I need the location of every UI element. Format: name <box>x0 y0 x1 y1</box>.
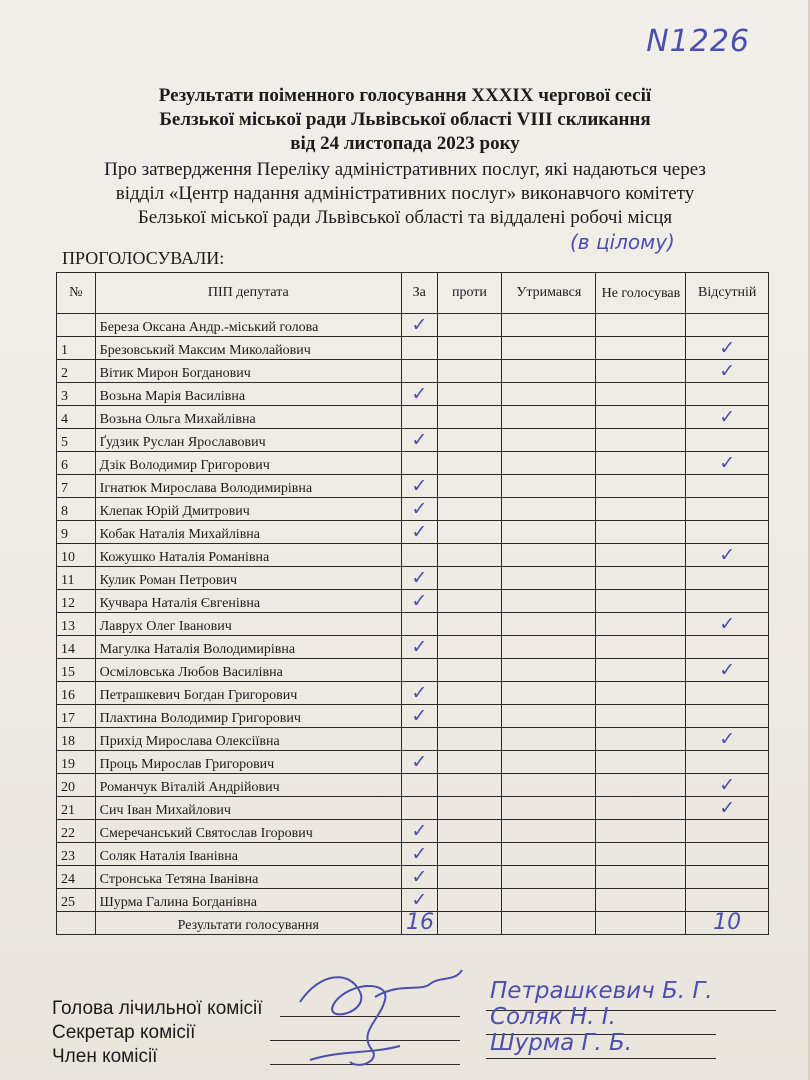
vote-not-voted-cell <box>596 705 686 728</box>
check-mark-icon: ✓ <box>719 797 736 819</box>
total-absent-value: 10 <box>713 911 742 935</box>
check-mark-icon: ✓ <box>411 475 428 497</box>
vote-abstained-cell <box>502 521 596 544</box>
document-subject <box>40 158 770 230</box>
col-header-name: ПІП депутата <box>95 273 401 314</box>
table-row <box>57 498 769 521</box>
vote-absent-cell <box>686 475 769 498</box>
row-number: 8 <box>57 498 96 521</box>
vote-not-voted-cell <box>596 383 686 406</box>
vote-for-cell <box>402 475 438 498</box>
vote-for-cell <box>402 636 438 659</box>
vote-not-voted-cell <box>596 498 686 521</box>
table-header-row <box>57 273 769 314</box>
table-row <box>57 383 769 406</box>
table-row <box>57 797 769 820</box>
table-row <box>57 659 769 682</box>
vote-absent-cell <box>686 797 769 820</box>
row-number: 11 <box>57 567 96 590</box>
deputy-name: Прихід Мирослава Олексіївна <box>95 728 401 751</box>
vote-for-cell <box>402 797 438 820</box>
vote-for-cell <box>402 383 438 406</box>
vote-abstained-cell <box>502 406 596 429</box>
row-number: 9 <box>57 521 96 544</box>
deputy-name: Сич Іван Михайлович <box>95 797 401 820</box>
table-row <box>57 567 769 590</box>
row-number: 1 <box>57 337 96 360</box>
vote-abstained-cell <box>502 866 596 889</box>
vote-against-cell <box>437 314 502 337</box>
row-number: 25 <box>57 889 96 912</box>
deputy-name: Брезовський Максим Миколайович <box>95 337 401 360</box>
vote-for-cell <box>402 866 438 889</box>
check-mark-icon: ✓ <box>411 567 428 589</box>
vote-not-voted-cell <box>596 843 686 866</box>
vote-abstained-cell <box>502 659 596 682</box>
row-number: 18 <box>57 728 96 751</box>
vote-not-voted-cell <box>596 636 686 659</box>
deputy-name: Клепак Юрій Дмитрович <box>95 498 401 521</box>
vote-against-cell <box>437 682 502 705</box>
check-mark-icon: ✓ <box>411 682 428 704</box>
vote-against-cell <box>437 521 502 544</box>
vote-against-cell <box>437 728 502 751</box>
vote-against-cell <box>437 406 502 429</box>
vote-against-cell <box>437 705 502 728</box>
vote-for-cell <box>402 544 438 567</box>
deputy-name: Магулка Наталія Володимирівна <box>95 636 401 659</box>
signature-role-member: Член комісії <box>52 1046 158 1067</box>
vote-abstained-cell <box>502 613 596 636</box>
row-number: 3 <box>57 383 96 406</box>
check-mark-icon: ✓ <box>411 429 428 451</box>
vote-against-cell <box>437 590 502 613</box>
deputy-name: Романчук Віталій Андрійович <box>95 774 401 797</box>
col-header-for: За <box>402 273 438 314</box>
table-row <box>57 337 769 360</box>
vote-against-cell <box>437 751 502 774</box>
vote-abstained-cell <box>502 820 596 843</box>
document-number: N1226 <box>646 24 750 59</box>
vote-for-cell <box>402 567 438 590</box>
vote-absent-cell <box>686 590 769 613</box>
col-header-not-voted: Не голосував <box>596 273 686 314</box>
vote-against-cell <box>437 636 502 659</box>
row-number: 22 <box>57 820 96 843</box>
vote-against-cell <box>437 429 502 452</box>
vote-not-voted-cell <box>596 314 686 337</box>
vote-not-voted-cell <box>596 452 686 475</box>
vote-for-cell <box>402 429 438 452</box>
vote-against-cell <box>437 475 502 498</box>
col-header-abstained: Утримався <box>502 273 596 314</box>
total-for-cell <box>402 912 438 935</box>
total-abstained-cell <box>502 912 596 935</box>
col-header-number: № <box>57 273 96 314</box>
check-mark-icon: ✓ <box>719 337 736 359</box>
vote-absent-cell <box>686 636 769 659</box>
deputy-name: Проць Мирослав Григорович <box>95 751 401 774</box>
table-row <box>57 521 769 544</box>
total-for-value: 16 <box>406 911 434 935</box>
vote-abstained-cell <box>502 452 596 475</box>
col-header-absent: Відсутній <box>686 273 769 314</box>
vote-abstained-cell <box>502 843 596 866</box>
vote-for-cell <box>402 820 438 843</box>
table-row <box>57 452 769 475</box>
col-header-against: проти <box>437 273 502 314</box>
table-row <box>57 728 769 751</box>
vote-abstained-cell <box>502 889 596 912</box>
vote-absent-cell <box>686 383 769 406</box>
handwritten-signature <box>280 962 470 1080</box>
row-number: 5 <box>57 429 96 452</box>
vote-for-cell <box>402 360 438 383</box>
vote-absent-cell <box>686 820 769 843</box>
vote-not-voted-cell <box>596 360 686 383</box>
total-not-voted-cell <box>596 912 686 935</box>
vote-abstained-cell <box>502 590 596 613</box>
row-number: 20 <box>57 774 96 797</box>
check-mark-icon: ✓ <box>411 383 428 405</box>
handwritten-note: (в цілому) <box>570 230 675 254</box>
vote-not-voted-cell <box>596 889 686 912</box>
totals-label: Результати голосування <box>95 912 401 935</box>
row-number: 21 <box>57 797 96 820</box>
vote-absent-cell <box>686 406 769 429</box>
vote-not-voted-cell <box>596 682 686 705</box>
title-line: Результати поіменного голосування XXXIX чергової сесії <box>158 85 652 106</box>
table-row <box>57 751 769 774</box>
row-number: 23 <box>57 843 96 866</box>
vote-for-cell <box>402 337 438 360</box>
check-mark-icon: ✓ <box>719 452 736 474</box>
vote-absent-cell <box>686 866 769 889</box>
check-mark-icon: ✓ <box>411 498 428 520</box>
table-row <box>57 774 769 797</box>
vote-absent-cell <box>686 498 769 521</box>
vote-for-cell <box>402 406 438 429</box>
vote-abstained-cell <box>502 682 596 705</box>
check-mark-icon: ✓ <box>411 820 428 842</box>
vote-absent-cell <box>686 659 769 682</box>
vote-against-cell <box>437 843 502 866</box>
vote-for-cell <box>402 682 438 705</box>
check-mark-icon: ✓ <box>411 843 428 865</box>
signature-name-member: Шурма Г. Б. <box>490 1030 633 1056</box>
vote-for-cell <box>402 843 438 866</box>
vote-for-cell <box>402 498 438 521</box>
vote-not-voted-cell <box>596 797 686 820</box>
row-number: 4 <box>57 406 96 429</box>
vote-against-cell <box>437 360 502 383</box>
vote-abstained-cell <box>502 544 596 567</box>
subject-line: відділ «Центр надання адміністративних послуг» виконавчого комітету <box>115 183 695 204</box>
vote-for-cell <box>402 889 438 912</box>
vote-against-cell <box>437 889 502 912</box>
table-row <box>57 843 769 866</box>
vote-not-voted-cell <box>596 866 686 889</box>
vote-not-voted-cell <box>596 751 686 774</box>
row-number: 17 <box>57 705 96 728</box>
vote-against-cell <box>437 498 502 521</box>
voting-table <box>56 272 769 935</box>
name-line <box>486 1058 716 1059</box>
vote-not-voted-cell <box>596 406 686 429</box>
vote-absent-cell <box>686 452 769 475</box>
deputy-name: Осміловська Любов Василівна <box>95 659 401 682</box>
vote-against-cell <box>437 659 502 682</box>
vote-abstained-cell <box>502 429 596 452</box>
row-number: 15 <box>57 659 96 682</box>
vote-not-voted-cell <box>596 475 686 498</box>
table-row <box>57 889 769 912</box>
vote-abstained-cell <box>502 705 596 728</box>
deputy-name: Плахтина Володимир Григорович <box>95 705 401 728</box>
vote-for-cell <box>402 774 438 797</box>
vote-for-cell <box>402 728 438 751</box>
vote-not-voted-cell <box>596 774 686 797</box>
vote-for-cell <box>402 521 438 544</box>
row-number: 6 <box>57 452 96 475</box>
vote-abstained-cell <box>502 774 596 797</box>
row-number: 14 <box>57 636 96 659</box>
table-row <box>57 613 769 636</box>
vote-not-voted-cell <box>596 613 686 636</box>
table-row <box>57 406 769 429</box>
table-row <box>57 636 769 659</box>
totals-row <box>57 912 769 935</box>
deputy-name: Возьна Ольга Михайлівна <box>95 406 401 429</box>
table-row <box>57 682 769 705</box>
vote-against-cell <box>437 567 502 590</box>
signature-role-chair: Голова лічильної комісії <box>52 998 263 1019</box>
row-number: 7 <box>57 475 96 498</box>
title-line: Белзької міської ради Львівської області VIII скликання <box>159 109 651 130</box>
vote-not-voted-cell <box>596 820 686 843</box>
vote-absent-cell <box>686 567 769 590</box>
table-row <box>57 590 769 613</box>
vote-abstained-cell <box>502 360 596 383</box>
table-row <box>57 475 769 498</box>
table-row <box>57 866 769 889</box>
vote-abstained-cell <box>502 475 596 498</box>
vote-not-voted-cell <box>596 521 686 544</box>
vote-absent-cell <box>686 314 769 337</box>
check-mark-icon: ✓ <box>719 659 736 681</box>
signature-name-secretary: Соляк Н. І. <box>490 1004 616 1030</box>
check-mark-icon: ✓ <box>719 774 736 796</box>
row-number: 19 <box>57 751 96 774</box>
vote-against-cell <box>437 774 502 797</box>
row-number: 16 <box>57 682 96 705</box>
vote-abstained-cell <box>502 636 596 659</box>
table-row <box>57 544 769 567</box>
row-number: 10 <box>57 544 96 567</box>
total-absent-cell <box>686 912 769 935</box>
table-body <box>57 314 769 912</box>
signature-role-secretary: Секретар комісії <box>52 1022 196 1043</box>
vote-absent-cell <box>686 751 769 774</box>
vote-abstained-cell <box>502 567 596 590</box>
vote-absent-cell <box>686 613 769 636</box>
vote-abstained-cell <box>502 728 596 751</box>
vote-not-voted-cell <box>596 728 686 751</box>
check-mark-icon: ✓ <box>411 314 428 336</box>
check-mark-icon: ✓ <box>411 590 428 612</box>
deputy-name: Кобак Наталія Михайлівна <box>95 521 401 544</box>
vote-absent-cell <box>686 360 769 383</box>
row-number: 2 <box>57 360 96 383</box>
vote-absent-cell <box>686 889 769 912</box>
check-mark-icon: ✓ <box>411 889 428 911</box>
row-number: 12 <box>57 590 96 613</box>
check-mark-icon: ✓ <box>411 636 428 658</box>
vote-not-voted-cell <box>596 590 686 613</box>
row-number <box>57 314 96 337</box>
vote-for-cell <box>402 659 438 682</box>
deputy-name: Кулик Роман Петрович <box>95 567 401 590</box>
vote-for-cell <box>402 452 438 475</box>
vote-not-voted-cell <box>596 337 686 360</box>
check-mark-icon: ✓ <box>719 360 736 382</box>
title-line: від 24 листопада 2023 року <box>290 133 520 154</box>
vote-for-cell <box>402 314 438 337</box>
vote-absent-cell <box>686 774 769 797</box>
vote-absent-cell <box>686 705 769 728</box>
vote-abstained-cell <box>502 337 596 360</box>
deputy-name: Смеречанський Святослав Ігорович <box>95 820 401 843</box>
vote-absent-cell <box>686 337 769 360</box>
vote-not-voted-cell <box>596 544 686 567</box>
voted-label: ПРОГОЛОСУВАЛИ: <box>62 248 225 268</box>
vote-absent-cell <box>686 429 769 452</box>
deputy-name: Возьна Марія Василівна <box>95 383 401 406</box>
vote-absent-cell <box>686 843 769 866</box>
check-mark-icon: ✓ <box>719 728 736 750</box>
check-mark-icon: ✓ <box>719 613 736 635</box>
vote-against-cell <box>437 337 502 360</box>
vote-for-cell <box>402 613 438 636</box>
deputy-name: Шурма Галина Богданівна <box>95 889 401 912</box>
vote-not-voted-cell <box>596 429 686 452</box>
deputy-name: Лаврух Олег Іванович <box>95 613 401 636</box>
table-row <box>57 314 769 337</box>
deputy-name: Соляк Наталія Іванівна <box>95 843 401 866</box>
vote-against-cell <box>437 866 502 889</box>
vote-not-voted-cell <box>596 567 686 590</box>
deputy-name: Кучвара Наталія Євгенівна <box>95 590 401 613</box>
check-mark-icon: ✓ <box>411 521 428 543</box>
vote-against-cell <box>437 452 502 475</box>
vote-abstained-cell <box>502 314 596 337</box>
deputy-name: Петрашкевич Богдан Григорович <box>95 682 401 705</box>
table-row <box>57 429 769 452</box>
check-mark-icon: ✓ <box>411 751 428 773</box>
deputy-name: Дзік Володимир Григорович <box>95 452 401 475</box>
document-title <box>40 84 770 156</box>
table-row <box>57 360 769 383</box>
subject-line: Белзької міської ради Львівської області та віддалені робочі місця <box>137 207 673 228</box>
subject-line: Про затвердження Переліку адміністративних послуг, які надаються через <box>104 159 706 180</box>
deputy-name: Ґудзик Руслан Ярославович <box>95 429 401 452</box>
vote-absent-cell <box>686 728 769 751</box>
vote-absent-cell <box>686 682 769 705</box>
vote-against-cell <box>437 544 502 567</box>
deputy-name: Вітик Мирон Богданович <box>95 360 401 383</box>
deputy-name: Ігнатюк Мирослава Володимирівна <box>95 475 401 498</box>
vote-abstained-cell <box>502 383 596 406</box>
deputy-name: Стронська Тетяна Іванівна <box>95 866 401 889</box>
total-against-cell <box>437 912 502 935</box>
vote-against-cell <box>437 797 502 820</box>
check-mark-icon: ✓ <box>719 406 736 428</box>
vote-against-cell <box>437 820 502 843</box>
check-mark-icon: ✓ <box>719 544 736 566</box>
signature-name-chair: Петрашкевич Б. Г. <box>490 978 713 1004</box>
table-row <box>57 705 769 728</box>
totals-number-cell <box>57 912 96 935</box>
vote-absent-cell <box>686 521 769 544</box>
row-number: 24 <box>57 866 96 889</box>
vote-against-cell <box>437 613 502 636</box>
vote-abstained-cell <box>502 751 596 774</box>
vote-not-voted-cell <box>596 659 686 682</box>
table-row <box>57 820 769 843</box>
vote-for-cell <box>402 751 438 774</box>
row-number: 13 <box>57 613 96 636</box>
deputy-name: Кожушко Наталія Романівна <box>95 544 401 567</box>
vote-abstained-cell <box>502 498 596 521</box>
vote-abstained-cell <box>502 797 596 820</box>
vote-for-cell <box>402 705 438 728</box>
check-mark-icon: ✓ <box>411 705 428 727</box>
vote-against-cell <box>437 383 502 406</box>
check-mark-icon: ✓ <box>411 866 428 888</box>
vote-for-cell <box>402 590 438 613</box>
vote-absent-cell <box>686 544 769 567</box>
deputy-name: Береза Оксана Андр.-міський голова <box>95 314 401 337</box>
